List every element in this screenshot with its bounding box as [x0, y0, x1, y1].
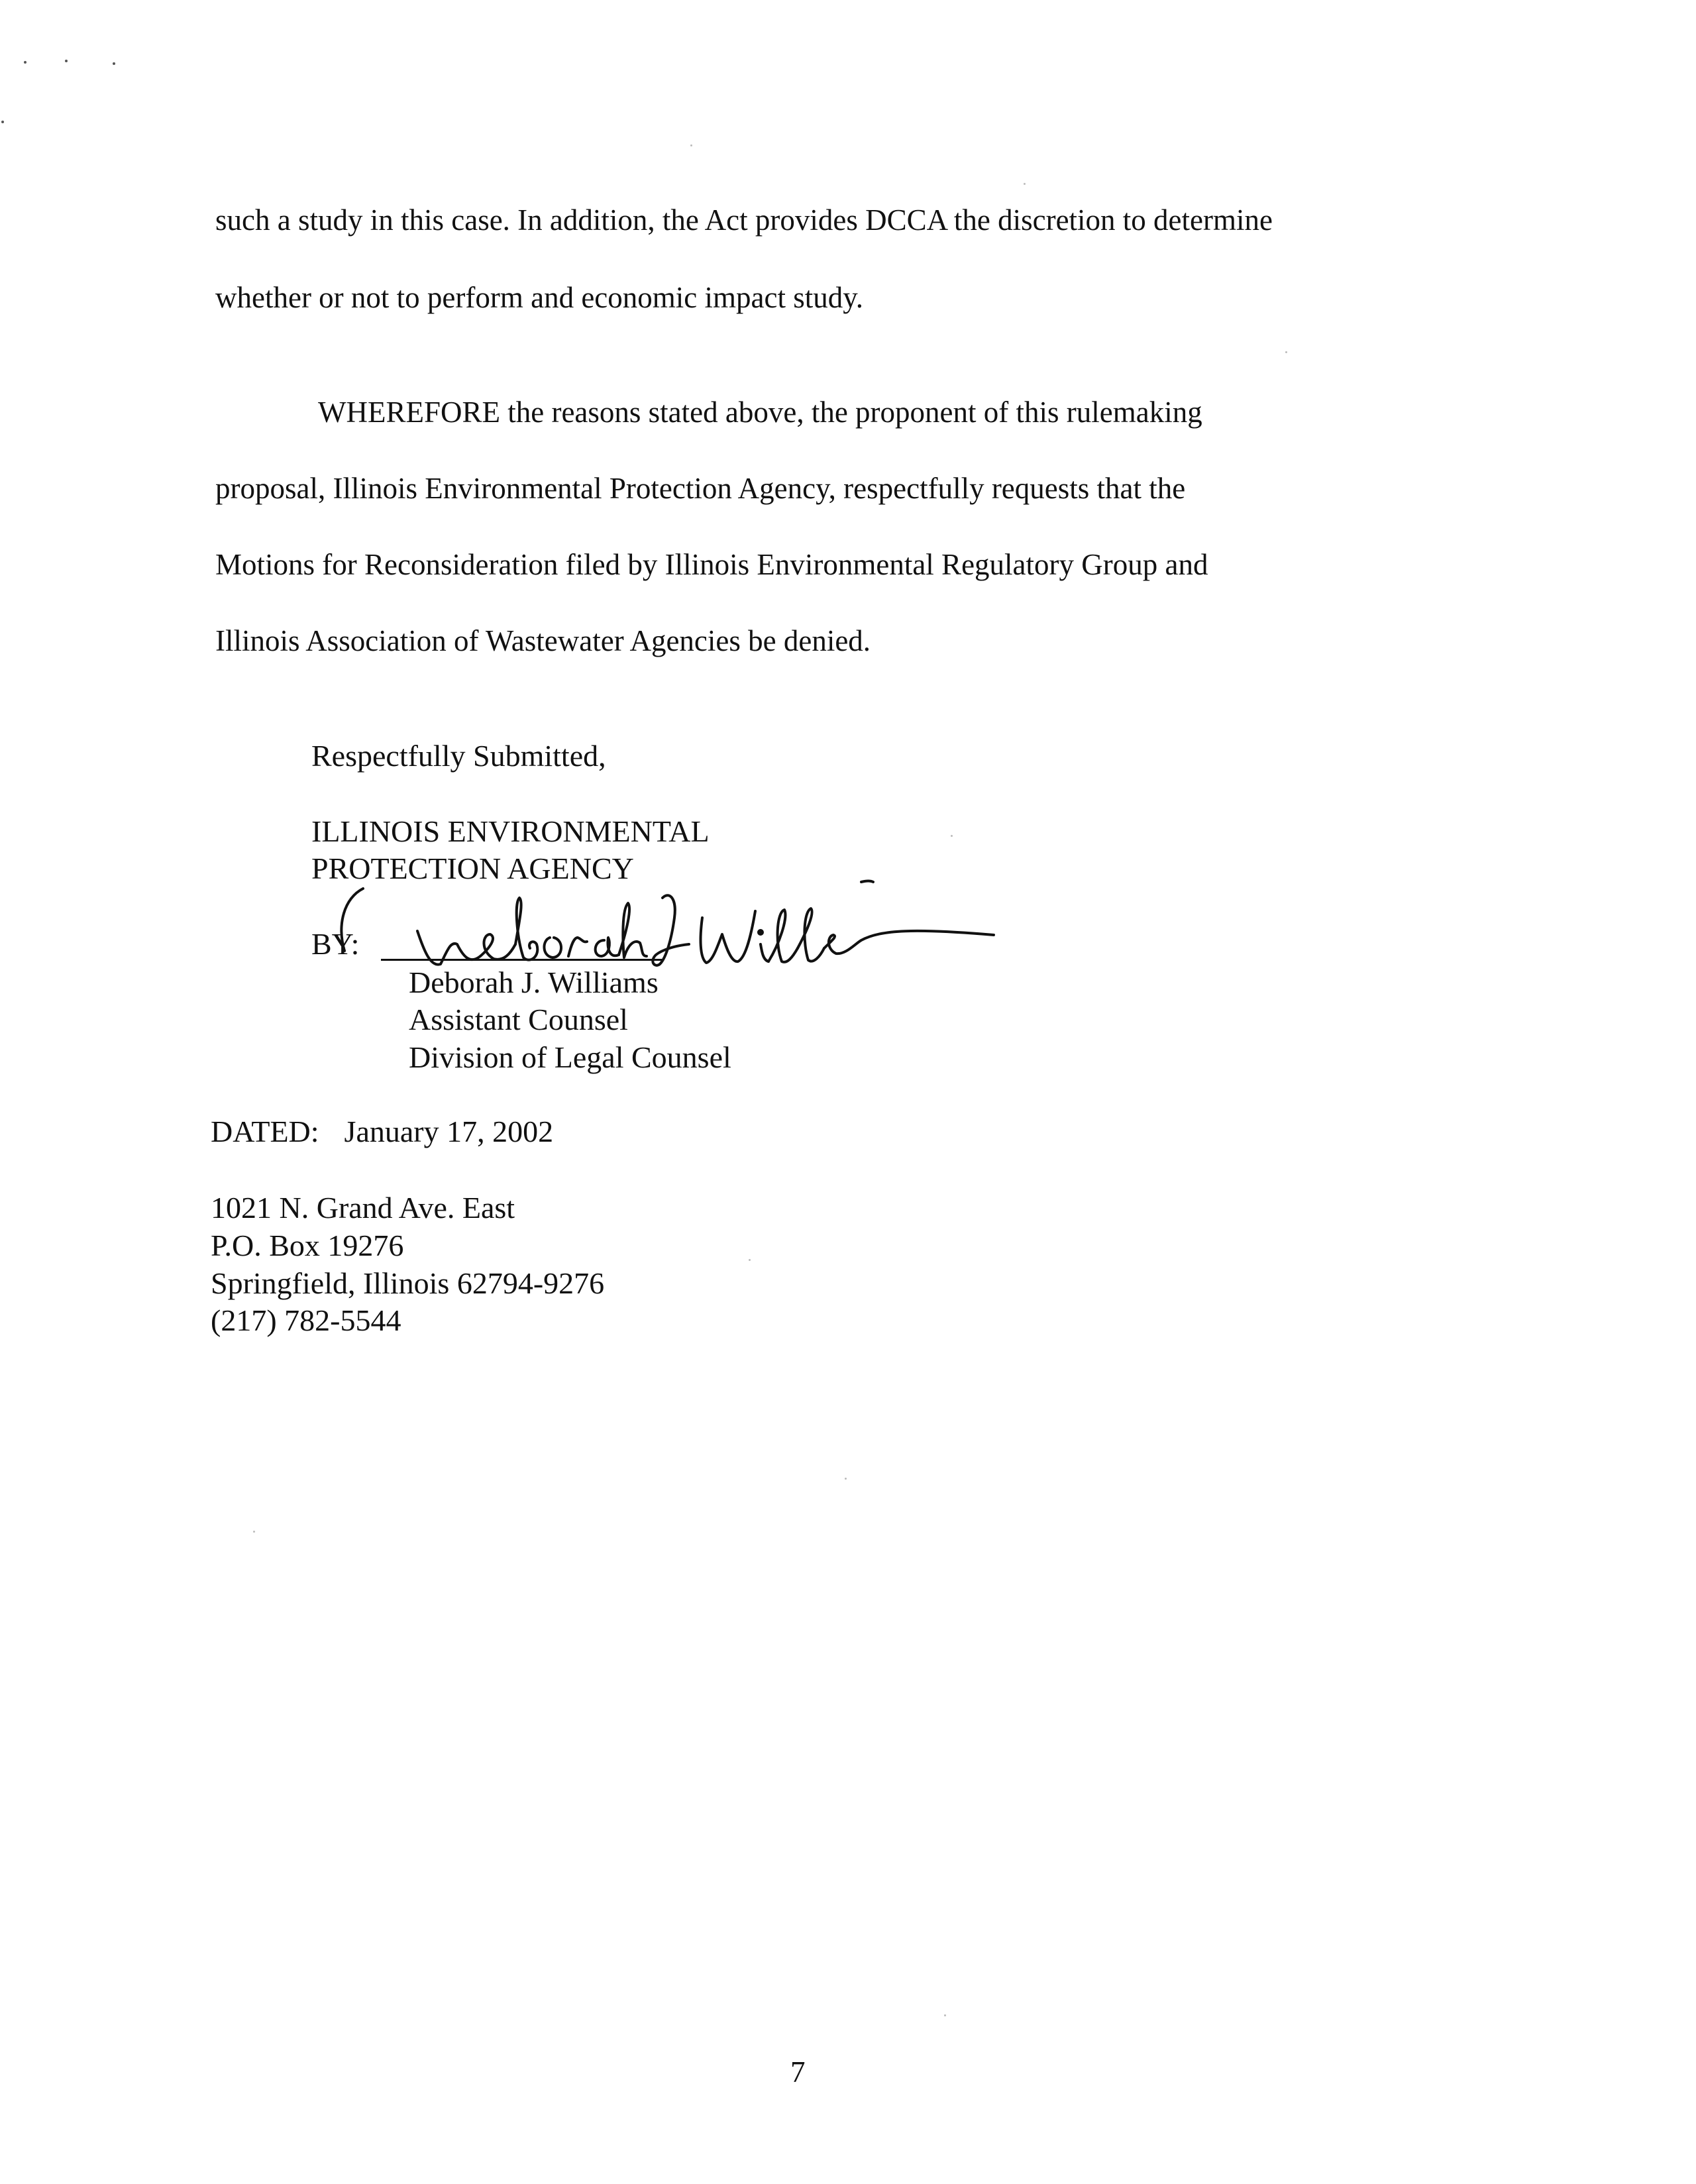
- dated-label: DATED:: [211, 1115, 319, 1148]
- body-line: whether or not to perform and economic impact study.: [215, 281, 864, 314]
- scan-speck: [944, 2014, 946, 2016]
- org-name-line1: ILLINOIS ENVIRONMENTAL: [311, 814, 710, 848]
- body-line: Illinois Association of Wastewater Agencies be denied.: [215, 624, 871, 657]
- body-line: Motions for Reconsideration filed by Illinois Environmental Regulatory Group and: [215, 548, 1208, 581]
- scan-speck: [113, 62, 115, 65]
- dated-value: January 17, 2002: [344, 1115, 554, 1148]
- scan-speck: [951, 835, 953, 837]
- body-line: WHEREFORE the reasons stated above, the proponent of this rulemaking: [318, 396, 1202, 429]
- scan-speck: [1285, 351, 1287, 353]
- scan-speck: [690, 144, 692, 146]
- closing: Respectfully Submitted,: [311, 739, 606, 773]
- body-line: proposal, Illinois Environmental Protection Agency, respectfully requests that the: [215, 472, 1186, 505]
- by-label: BY:: [311, 927, 360, 961]
- address-street: 1021 N. Grand Ave. East: [211, 1191, 515, 1225]
- signer-division: Division of Legal Counsel: [409, 1040, 731, 1074]
- page-number: 7: [790, 2055, 806, 2089]
- scan-speck: [1, 121, 4, 123]
- address-po-box: P.O. Box 19276: [211, 1228, 404, 1262]
- address-city: Springfield, Illinois 62794-9276: [211, 1266, 605, 1300]
- scan-speck: [1024, 183, 1026, 185]
- scan-speck: [65, 60, 68, 62]
- signer-title: Assistant Counsel: [409, 1003, 628, 1036]
- org-name-line2: PROTECTION AGENCY: [311, 851, 634, 885]
- signer-name: Deborah J. Williams: [409, 965, 659, 999]
- address-phone: (217) 782-5544: [211, 1303, 401, 1337]
- body-line: such a study in this case. In addition, the Act provides DCCA the discretion to determine: [215, 203, 1273, 237]
- dated-line: [211, 1117, 553, 1147]
- scan-speck: [24, 61, 26, 64]
- scan-speck: [845, 1478, 847, 1480]
- scan-speck: [253, 1531, 255, 1533]
- scan-speck: [749, 1259, 751, 1261]
